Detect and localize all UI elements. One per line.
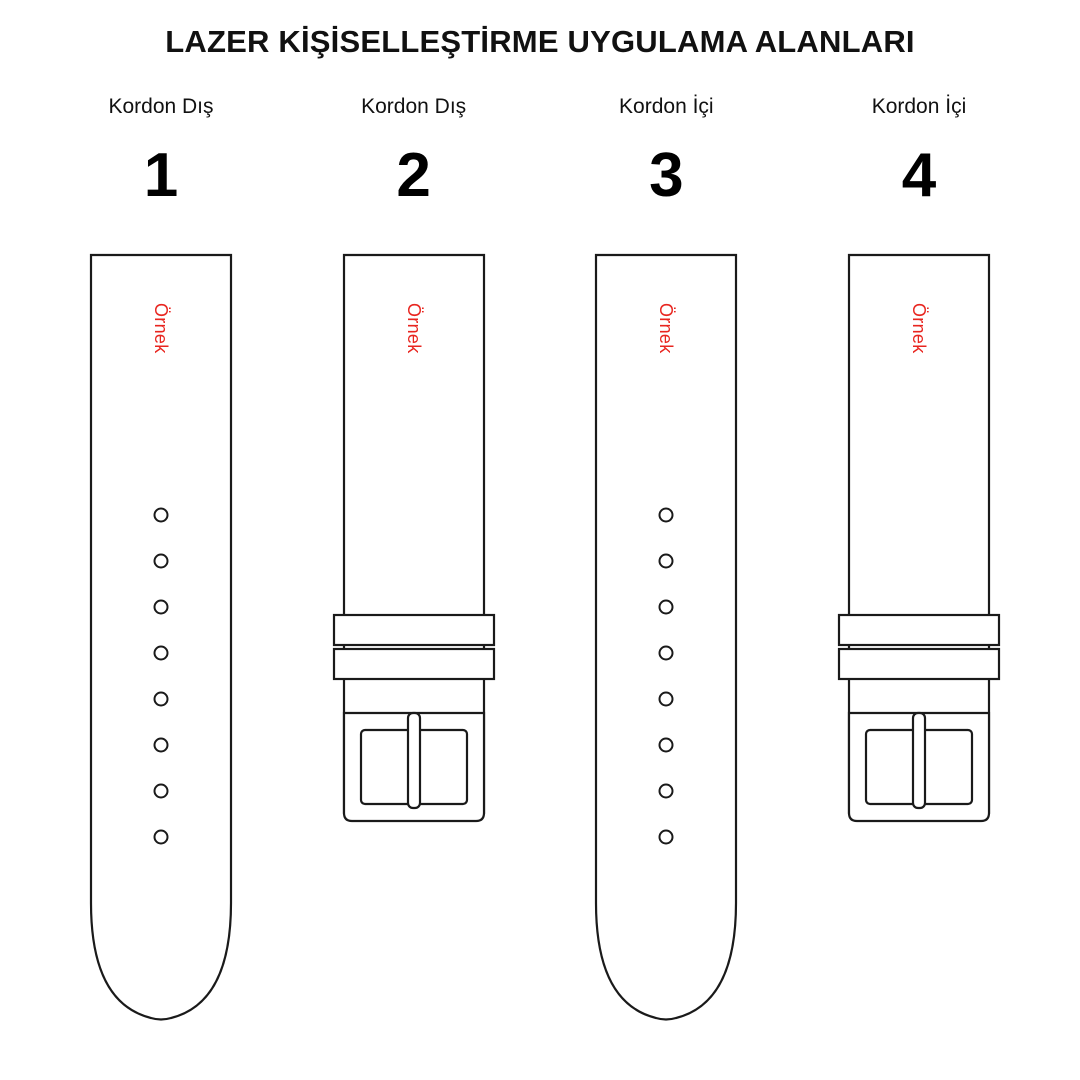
strap-buckle-svg-2 (299, 243, 529, 1033)
strap-holes-svg-1 (46, 243, 276, 1033)
strap-body-3 (596, 255, 736, 1020)
strap-number-2: 2 (396, 141, 431, 210)
strap-diagram-3 (551, 243, 781, 1033)
strap-caption-2: Kordon Dış (361, 95, 467, 118)
strap-column-4 (804, 95, 1034, 1055)
strap-buckle-tongue-2 (408, 713, 420, 808)
strap-column-1 (46, 95, 276, 1055)
strap-caption-1: Kordon Dış (108, 95, 214, 118)
strap-number-1: 1 (143, 141, 179, 210)
strap-keeper-upper-2 (334, 615, 494, 645)
strap-buckle-tongue-4 (913, 713, 925, 808)
strap-keeper-lower-2 (334, 649, 494, 679)
strap-keeper-upper-4 (839, 615, 999, 645)
strap-caption-4: Kordon İçi (871, 95, 967, 118)
strap-diagram-2 (299, 243, 529, 1033)
sample-label-1: Örnek (151, 303, 171, 354)
strap-column-3 (551, 95, 781, 1055)
sample-label-3: Örnek (656, 303, 677, 354)
strap-diagram-1 (46, 243, 276, 1033)
strap-buckle-svg-4 (804, 243, 1034, 1033)
sample-label-4: Örnek (908, 303, 929, 354)
sample-label-2: Örnek (403, 303, 424, 354)
strap-number-3: 3 (649, 141, 684, 210)
strap-keeper-lower-4 (839, 649, 999, 679)
strap-columns (0, 95, 1080, 1055)
strap-body-1 (91, 255, 231, 1020)
strap-column-2 (299, 95, 529, 1055)
strap-number-4: 4 (901, 141, 937, 210)
page-title: LAZER KİŞİSELLEŞTİRME UYGULAMA ALANLARI (165, 24, 915, 59)
strap-diagram-4 (804, 243, 1034, 1033)
strap-holes-svg-3 (551, 243, 781, 1033)
strap-caption-3: Kordon İçi (619, 95, 714, 118)
